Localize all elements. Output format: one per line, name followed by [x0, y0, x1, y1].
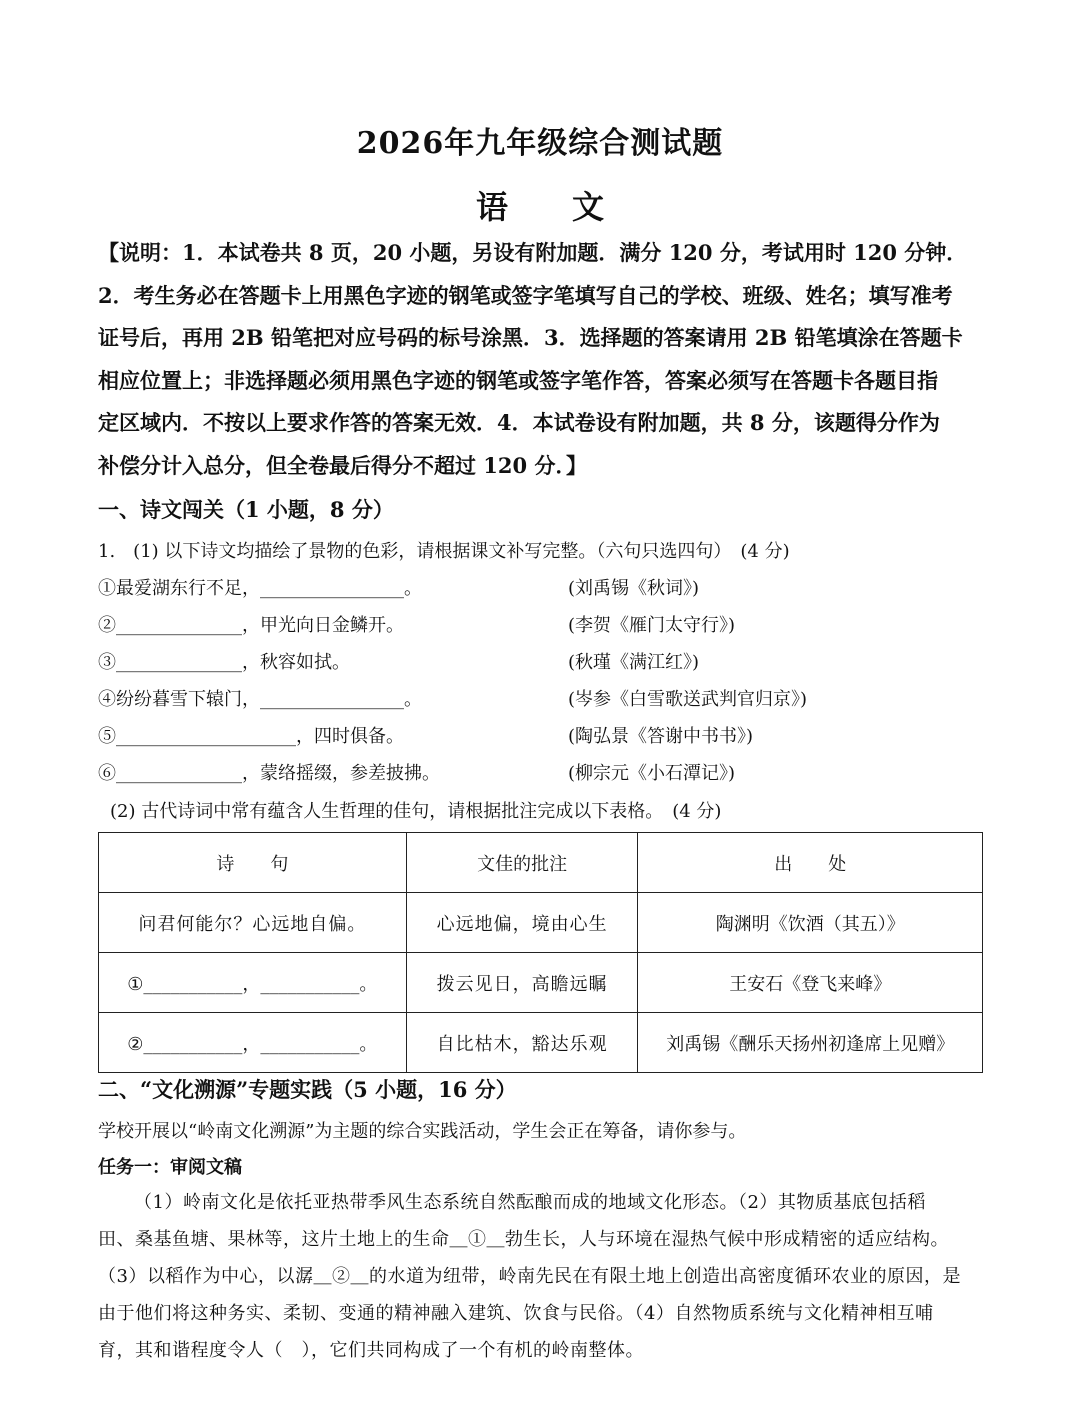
table-cell: 自比枯木，豁达乐观 — [406, 1013, 638, 1073]
fill-line-6: ⑥______________，蒙络摇缀，参差披拂。 — [98, 763, 440, 784]
task-1-title: 任务一：审阅文稿 — [98, 1157, 242, 1178]
table-header-row — [99, 833, 983, 893]
section-2-intro: 学校开展以“岭南文化溯源”为主题的综合实践活动，学生会正在筹备，请你参与。 — [98, 1121, 747, 1142]
fill-line-4: ④纷纷暮雪下辕门，________________。 — [98, 689, 422, 710]
passage — [98, 1184, 982, 1369]
passage-line: 育，其和谐程度令人（ ），它们共同构成了一个有机的岭南整体。 — [98, 1340, 644, 1361]
table-header: 文佳的批注 — [406, 833, 638, 893]
subject-title: 语 文 — [475, 188, 604, 226]
fill-source-1: (刘禹锡《秋词》) — [568, 578, 700, 599]
question-1-part2: (2) 古代诗词中常有蕴含人生哲理的佳句，请根据批注完成以下表格。 (4 分) — [110, 801, 722, 822]
fill-line-1: ①最爱湖东行不足，________________。 — [98, 578, 422, 599]
table-header: 诗 句 — [99, 833, 407, 893]
table-cell: ②___________，___________。 — [99, 1013, 407, 1073]
instructions — [98, 232, 986, 487]
table-row — [99, 893, 983, 953]
instruction-line: 补偿分计入总分，但全卷最后得分不超过 120 分．】 — [98, 452, 587, 478]
fill-source-5: (陶弘景《答谢中书书》) — [568, 726, 754, 747]
exam-title: 2026年九年级综合测试题 — [356, 126, 724, 161]
table-cell: 刘禹锡《酬乐天扬州初逢席上见赠》 — [638, 1013, 983, 1073]
fill-line-5: ⑤____________________，四时俱备。 — [98, 726, 404, 747]
question-1-intro: 1. (1) 以下诗文均描绘了景物的色彩，请根据课文补写完整。（六句只选四句） (4 分) — [98, 541, 790, 562]
table-cell: 问君何能尔？心远地自偏。 — [99, 893, 407, 953]
instruction-line: 【说明：1．本试卷共 8 页，20 小题，另设有附加题．满分 120 分，考试用时 120 分钟． — [98, 240, 968, 265]
table-cell: 拨云见日，高瞻远瞩 — [406, 953, 638, 1013]
instruction-line: 证号后，再用 2B 铅笔把对应号码的标号涂黑．3．选择题的答案请用 2B 铅笔填涂在答题卡 — [98, 325, 963, 350]
instruction-line: 定区域内．不按以上要求作答的答案无效．4．本试卷设有附加题，共 8 分，该题得分作为 — [98, 410, 940, 435]
instruction-line: 相应位置上；非选择题必须用黑色字迹的钢笔或签字笔作答，答案必须写在答题卡各题目指 — [98, 367, 938, 393]
table-cell: 王安石《登飞来峰》 — [638, 953, 983, 1013]
instruction-line: 2．考生务必在答题卡上用黑色字迹的钢笔或签字笔填写自己的学校、班级、姓名；填写准考 — [98, 282, 953, 308]
fill-source-2: (李贺《雁门太守行》) — [568, 615, 736, 636]
table-row — [99, 953, 983, 1013]
table-header: 出 处 — [638, 833, 983, 893]
fill-source-3: (秋瑾《满江红》) — [568, 652, 700, 673]
poem-table — [98, 832, 983, 1073]
table-cell: 陶渊明《饮酒（其五）》 — [638, 893, 983, 953]
passage-line: 由于他们将这种务实、柔韧、变通的精神融入建筑、饮食与民俗。（4）自然物质系统与文化精神相互哺 — [98, 1303, 934, 1324]
passage-line: （3）以稻作为中心，以潺＿②＿的水道为纽带，岭南先民在有限土地上创造出高密度循环农业的原因，是 — [98, 1266, 961, 1287]
table-cell: ①___________，___________。 — [99, 953, 407, 1013]
table-row — [99, 1013, 983, 1073]
passage-line: 田、桑基鱼塘、果林等，这片土地上的生命＿①＿勃生长，人与环境在湿热气候中形成精密的适应结构。 — [98, 1229, 949, 1250]
passage-line: （1）岭南文化是依托亚热带季风生态系统自然酝酿而成的地域文化形态。（2）其物质基底包括稻 — [134, 1192, 926, 1213]
fill-source-6: (柳宗元《小石潭记》) — [568, 763, 736, 784]
table-cell: 心远地偏，境由心生 — [406, 893, 638, 953]
section-2-heading: 二、“文化溯源”专题实践（5 小题，16 分） — [98, 1077, 517, 1102]
fill-line-3: ③______________，秋容如拭。 — [98, 652, 350, 673]
fill-line-2: ②______________，甲光向日金鳞开。 — [98, 615, 404, 636]
fill-source-4: (岑参《白雪歌送武判官归京》) — [568, 689, 808, 710]
section-1-heading: 一、诗文闯关（1 小题，8 分） — [98, 497, 394, 522]
